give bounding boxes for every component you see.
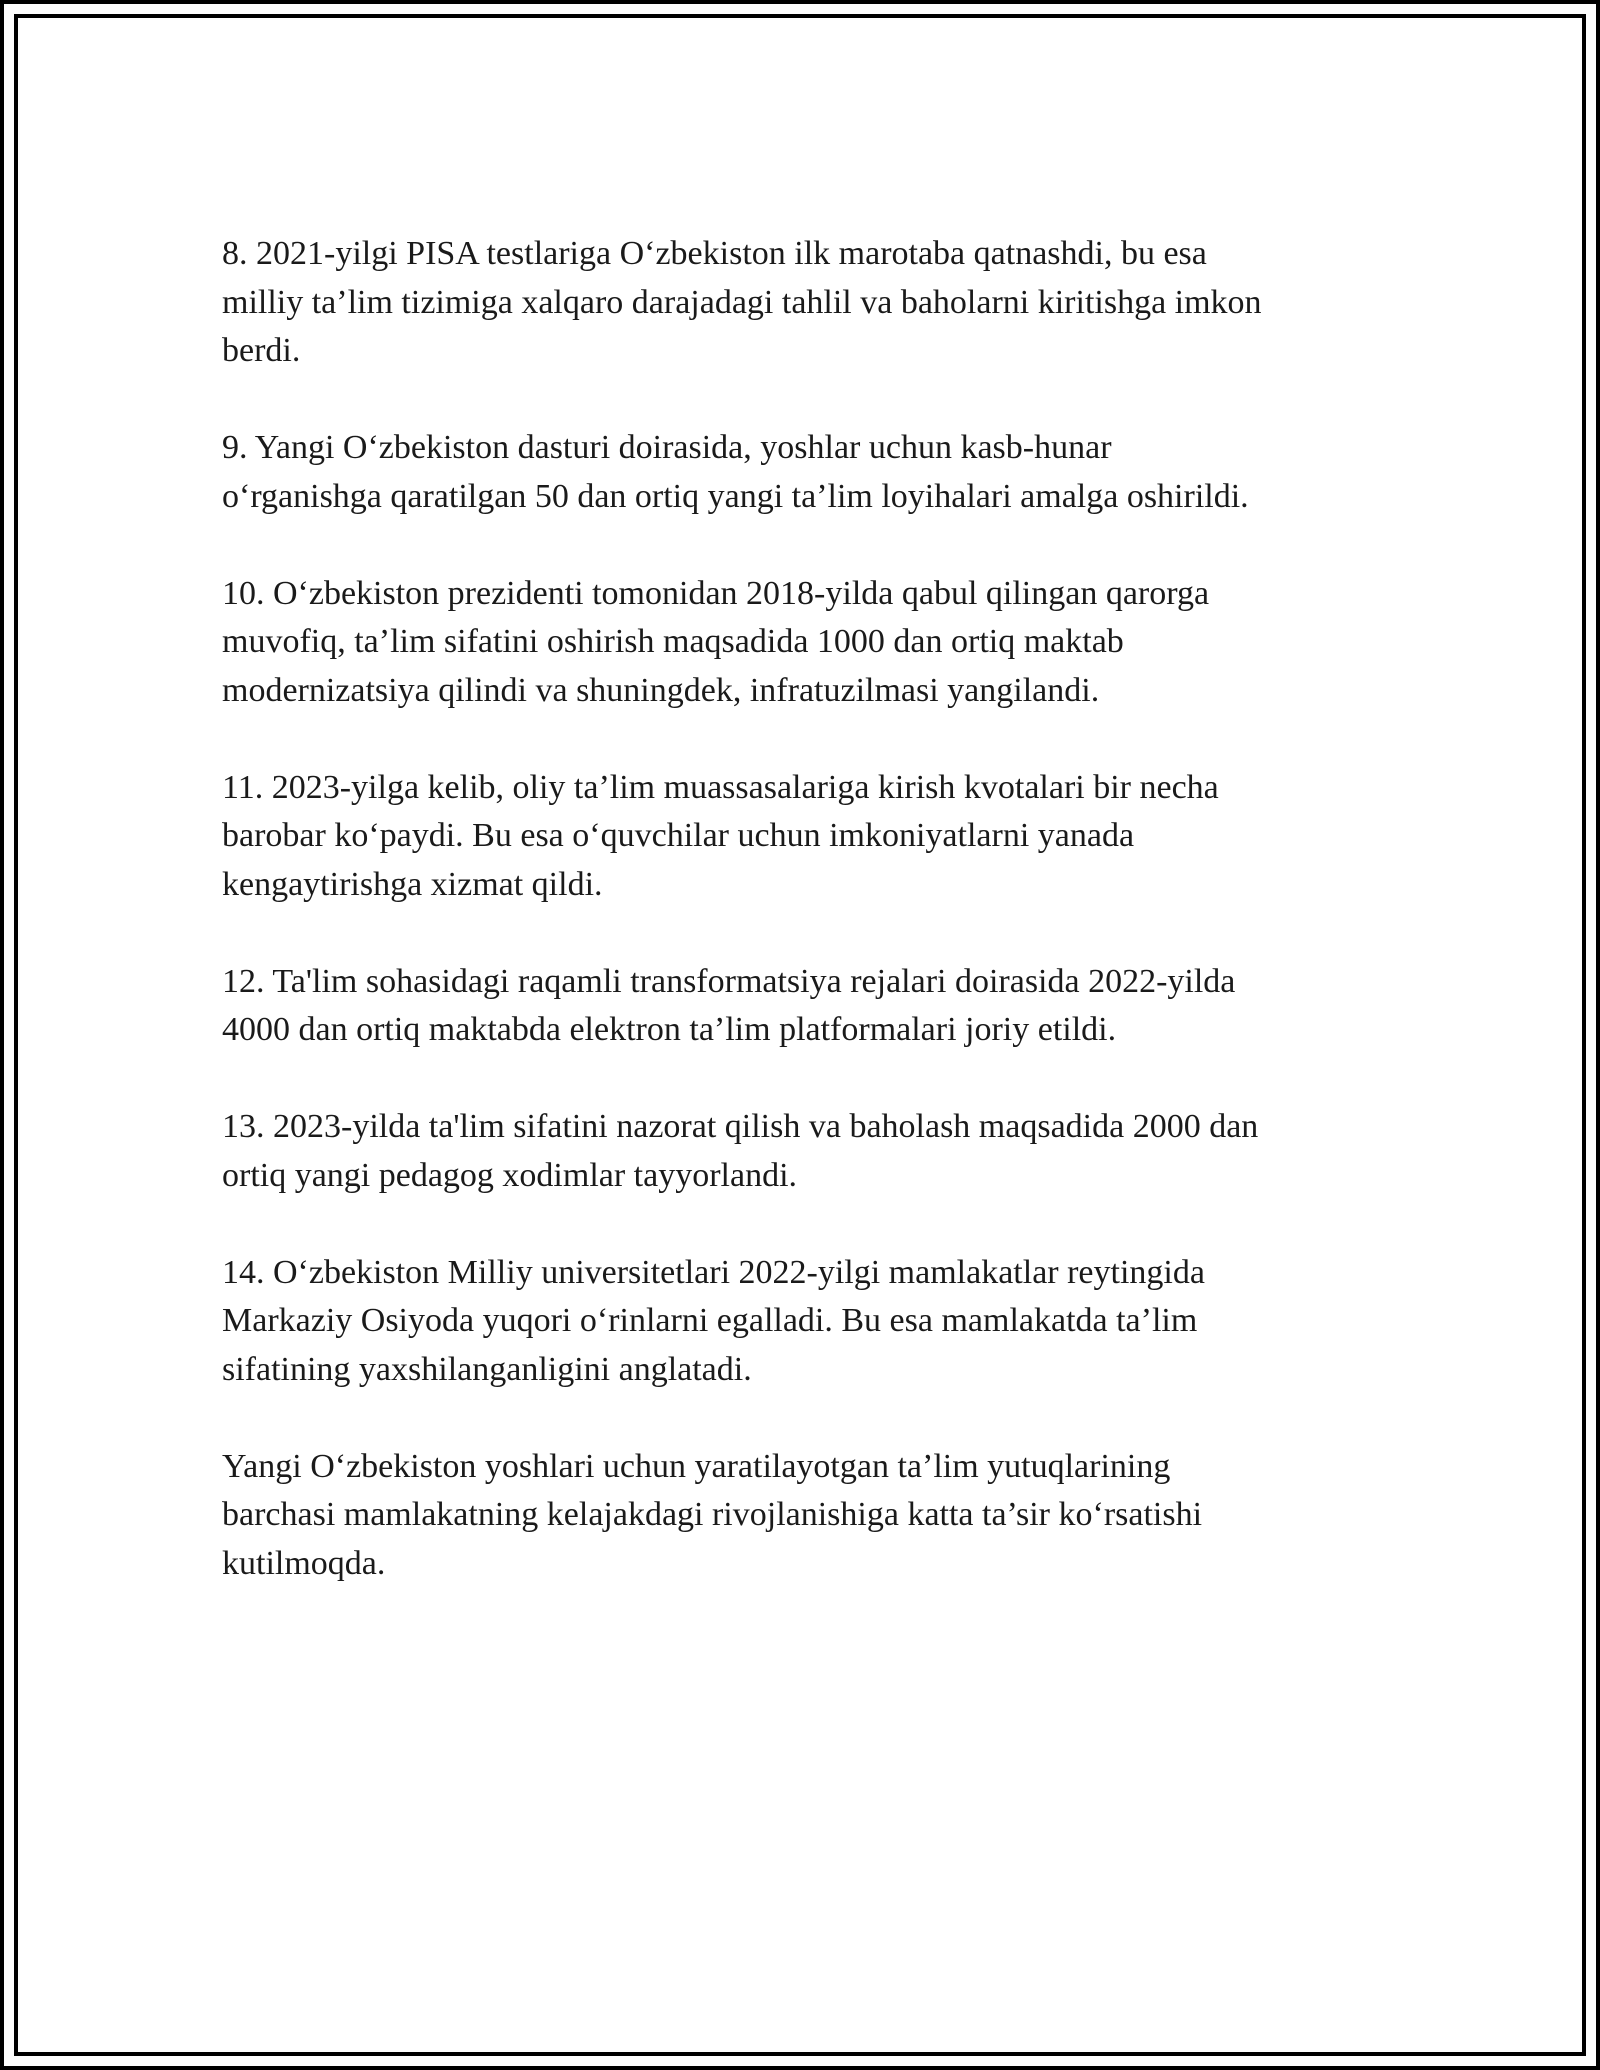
conclusion-paragraph: Yangi O‘zbekiston yoshlari uchun yaratilayotgan ta’lim yutuqlarining barchasi mamlakatning kelajakdagi rivojlanishiga katta ta’sir ko‘rsatishi kutilmoqda. [222,1447,1203,1582]
paragraph-item-8: 8. 2021-yilgi PISA testlariga O‘zbekiston ilk marotaba qatnashdi, bu esa milliy ta’lim tizimiga xalqaro darajadagi tahlil va baholarni kiritishga imkon berdi. [222,235,1262,369]
paragraph-item-14: 14. O‘zbekiston Milliy universitetlari 2022-yilgi mamlakatlar reytingida Markaziy Osiyoda yuqori o‘rinlarni egalladi. Bu esa mamlakatda ta’lim sifatining yaxshilanganligini anglatadi. [222,1253,1205,1388]
paragraph-item-13: 13. 2023-yilda ta'lim sifatini nazorat qilish va baholash maqsadida 2000 dan ortiq yangi pedagog xodimlar tayyorlandi. [222,1108,1259,1194]
paragraph-item-9: 9. Yangi O‘zbekiston dasturi doirasida, yoshlar uchun kasb-hunar o‘rganishga qaratilgan 50 dan ortiq yangi ta’lim loyihalari amalga oshirildi. [222,429,1249,515]
paragraph-item-11: 11. 2023-yilga kelib, oliy ta’lim muassasalariga kirish kvotalari bir necha barobar ko‘paydi. Bu esa o‘quvchilar uchun imkoniyatlarni yanada kengaytirishga xizmat qildi. [222,768,1219,903]
paragraph-item-12: 12. Ta'lim sohasidagi raqamli transformatsiya rejalari doirasida 2022-yilda 4000 dan ortiq maktabda elektron ta’lim platformalari joriy etildi. [222,962,1236,1048]
paragraph-item-10: 10. O‘zbekiston prezidenti tomonidan 2018-yilda qabul qilingan qarorga muvofiq, ta’lim sifatini oshirish maqsadida 1000 dan ortiq maktab modernizatsiya qilindi va shuningdek, infratuzilmasi yangilandi. [222,574,1210,709]
document-body [222,230,1372,1637]
